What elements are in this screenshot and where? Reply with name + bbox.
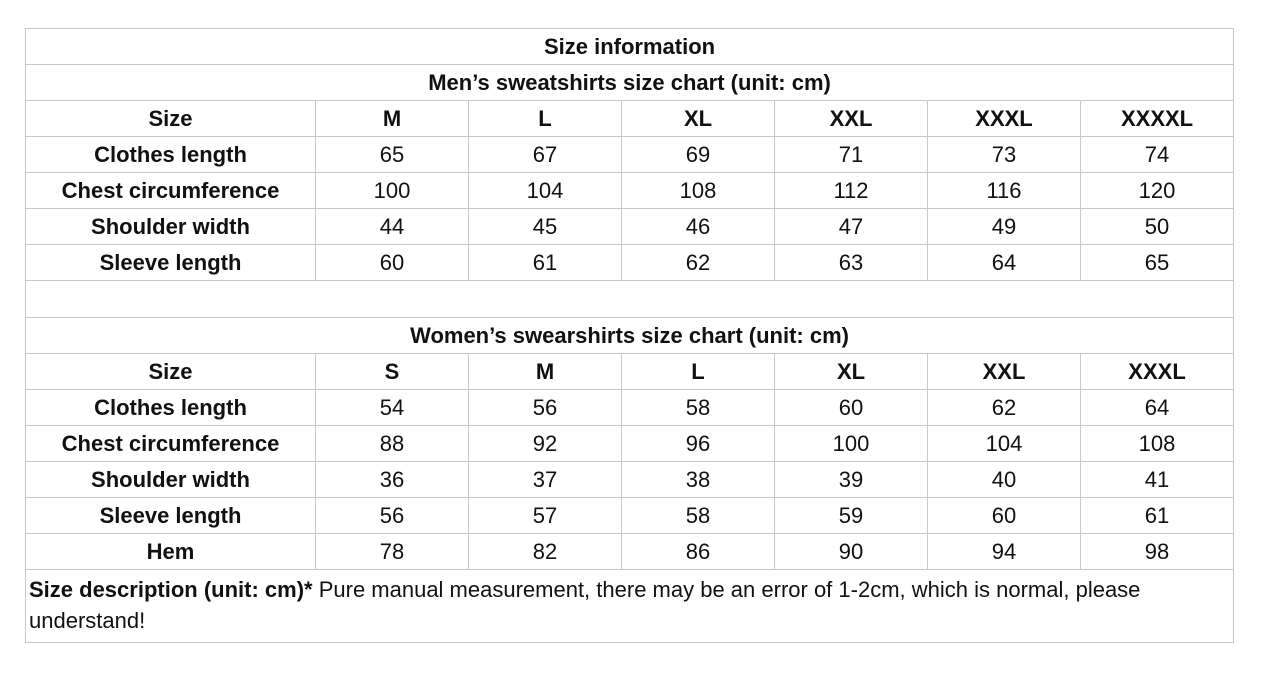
measurement-value: 65 [316,137,469,173]
women-header-row [26,354,1234,390]
measurement-value: 94 [928,534,1081,570]
measurement-value: 74 [1081,137,1234,173]
measurement-value: 78 [316,534,469,570]
measurement-label: Shoulder width [26,209,316,245]
measurement-label: Hem [26,534,316,570]
measurement-value: 45 [469,209,622,245]
measurement-value: 49 [928,209,1081,245]
measurement-value: 40 [928,462,1081,498]
measurement-value: 65 [1081,245,1234,281]
measurement-value: 61 [1081,498,1234,534]
measurement-value: 64 [928,245,1081,281]
size-description-heading: Size description (unit: cm)* [29,577,313,602]
measurement-value: 36 [316,462,469,498]
size-column-header: XXXXL [1081,101,1234,137]
measurement-value: 73 [928,137,1081,173]
measurement-value: 86 [622,534,775,570]
measurement-value: 54 [316,390,469,426]
measurement-value: 59 [775,498,928,534]
table-row [26,209,1234,245]
measurement-value: 64 [1081,390,1234,426]
size-column-header: M [469,354,622,390]
measurement-label: Shoulder width [26,462,316,498]
size-information-table [25,28,1234,643]
table-row [26,173,1234,209]
measurement-value: 47 [775,209,928,245]
men-header-row [26,101,1234,137]
description-row [26,570,1234,643]
measurement-value: 69 [622,137,775,173]
spacer-row [26,281,1234,318]
size-description [26,570,1234,643]
measurement-value: 100 [316,173,469,209]
measurement-value: 56 [316,498,469,534]
table-row [26,534,1234,570]
size-header-label: Size [26,354,316,390]
measurement-value: 39 [775,462,928,498]
measurement-label: Clothes length [26,137,316,173]
size-column-header: XXXL [928,101,1081,137]
size-column-header: M [316,101,469,137]
measurement-value: 41 [1081,462,1234,498]
measurement-value: 98 [1081,534,1234,570]
measurement-value: 67 [469,137,622,173]
measurement-value: 120 [1081,173,1234,209]
measurement-value: 96 [622,426,775,462]
page-title: Size information [26,29,1234,65]
measurement-value: 82 [469,534,622,570]
measurement-value: 71 [775,137,928,173]
size-column-header: XXL [928,354,1081,390]
measurement-value: 62 [928,390,1081,426]
spacer-cell [26,281,1234,318]
size-column-header: XL [775,354,928,390]
measurement-value: 116 [928,173,1081,209]
table-row [26,245,1234,281]
size-header-label: Size [26,101,316,137]
measurement-value: 62 [622,245,775,281]
table-row [26,498,1234,534]
size-column-header: L [469,101,622,137]
measurement-value: 38 [622,462,775,498]
measurement-value: 50 [1081,209,1234,245]
table-row [26,426,1234,462]
measurement-value: 37 [469,462,622,498]
measurement-label: Sleeve length [26,498,316,534]
title-row [26,29,1234,65]
measurement-label: Chest circumference [26,173,316,209]
women-title-row [26,318,1234,354]
size-column-header: XL [622,101,775,137]
measurement-value: 60 [928,498,1081,534]
women-chart-title: Women’s swearshirts size chart (unit: cm) [26,318,1234,354]
table-row [26,137,1234,173]
measurement-value: 88 [316,426,469,462]
measurement-value: 46 [622,209,775,245]
size-column-header: XXL [775,101,928,137]
size-column-header: S [316,354,469,390]
measurement-label: Chest circumference [26,426,316,462]
table-row [26,390,1234,426]
measurement-value: 104 [469,173,622,209]
measurement-value: 90 [775,534,928,570]
measurement-value: 60 [775,390,928,426]
measurement-value: 108 [1081,426,1234,462]
men-title-row [26,65,1234,101]
measurement-value: 104 [928,426,1081,462]
measurement-label: Clothes length [26,390,316,426]
measurement-value: 92 [469,426,622,462]
size-column-header: L [622,354,775,390]
size-column-header: XXXL [1081,354,1234,390]
measurement-value: 58 [622,498,775,534]
measurement-value: 61 [469,245,622,281]
table-row [26,462,1234,498]
measurement-value: 60 [316,245,469,281]
measurement-value: 58 [622,390,775,426]
measurement-value: 56 [469,390,622,426]
measurement-value: 112 [775,173,928,209]
measurement-value: 44 [316,209,469,245]
measurement-value: 108 [622,173,775,209]
measurement-value: 57 [469,498,622,534]
men-chart-title: Men’s sweatshirts size chart (unit: cm) [26,65,1234,101]
measurement-label: Sleeve length [26,245,316,281]
size-description-text: Pure manual measurement, there may be an error of 1-2cm, which is normal, please understand! [29,577,1141,633]
measurement-value: 63 [775,245,928,281]
measurement-value: 100 [775,426,928,462]
size-table-body [26,29,1234,643]
